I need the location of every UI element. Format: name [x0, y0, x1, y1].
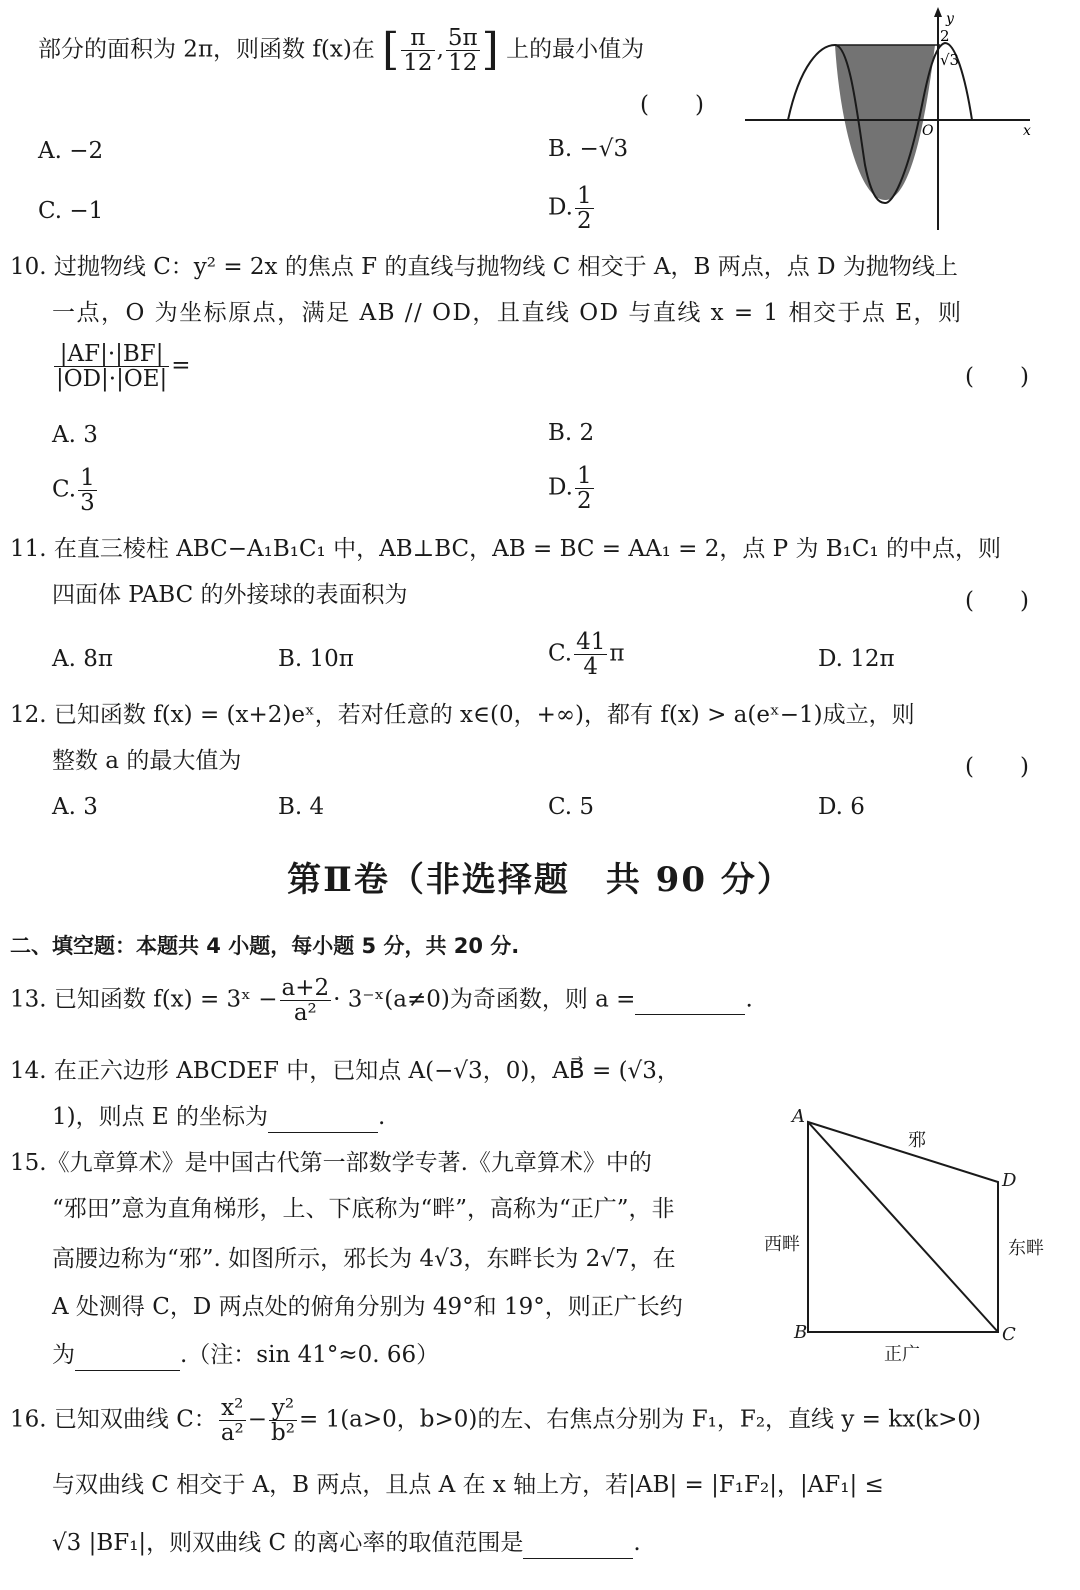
q9-sine-graph: [740, 5, 1040, 235]
q16-line1-rest: = 1(a>0，b>0)的左、右焦点分别为 F₁，F₂，直线 y = kx(k>0): [298, 1406, 981, 1433]
q13-answer-blank[interactable]: [635, 987, 745, 1016]
q16-fraction-x-den: a²: [220, 1420, 244, 1447]
q11-line1: 11. 在直三棱柱 ABC−A₁B₁C₁ 中，AB⊥BC，AB = BC = AA₁ = 2，点 P 为 B₁C₁ 的中点，则: [10, 536, 1002, 562]
q16-line3-prefix: √3 |BF₁|，则双曲线 C 的离心率的取值范围是: [52, 1530, 524, 1556]
q10-option-c: [52, 466, 99, 515]
q10-equals: =: [171, 352, 191, 379]
q12-option-b: B. 4: [278, 794, 325, 820]
q13-fraction-den: a²: [293, 1000, 317, 1027]
q16-prefix: 16. 已知双曲线 C：: [10, 1406, 217, 1433]
q10-option-c-den: 3: [80, 490, 95, 517]
q10-option-d-den: 2: [576, 488, 592, 515]
q10-answer-paren: ( ): [965, 364, 1029, 390]
q12-option-d: D. 6: [818, 794, 865, 820]
q16-answer-blank[interactable]: [523, 1530, 633, 1559]
q9-interval-left-den: 12: [403, 49, 433, 76]
q10-option-d-num: 1: [576, 463, 592, 489]
q13-fraction: [280, 976, 332, 1025]
q16-minus: −: [247, 1406, 268, 1433]
q12-line1: 12. 已知函数 f(x) = (x+2)eˣ，若对任意的 x∈(0，+∞)，都有 f(x) > a(eˣ−1)成立，则: [10, 702, 915, 728]
q10-option-b: B. 2: [548, 420, 595, 446]
q10-option-d-prefix: D.: [548, 474, 573, 501]
q11-line2: 四面体 PABC 的外接球的表面积为: [52, 582, 408, 608]
q9-option-b: B. −√3: [548, 136, 629, 162]
q15-line5-suffix: .（注：sin 41°≈0. 66）: [180, 1342, 440, 1368]
q12-option-a: A. 3: [52, 794, 98, 820]
q9-option-d-num: 1: [576, 183, 592, 209]
q15-label-zhengguang: 正广: [884, 1344, 920, 1365]
q16-line2: 与双曲线 C 相交于 A，B 两点，且点 A 在 x 轴上方，若|AB| = |F₁F₂|，|AF₁| ≤: [52, 1472, 884, 1498]
q11-answer-paren: ( ): [965, 588, 1029, 614]
q14-line1: 14. 在正六边形 ABCDEF 中，已知点 A(−√3，0)，AB⃗ = (√3，: [10, 1058, 680, 1084]
q9-option-a: A. −2: [38, 138, 104, 164]
q15-line5: [52, 1342, 439, 1371]
q9-y-arrow: [934, 7, 942, 17]
q14-line2: [52, 1104, 385, 1133]
q11-option-c: [548, 630, 625, 679]
q13-line: [10, 976, 753, 1025]
q10-line1: 10. 过抛物线 C：y² = 2x 的焦点 F 的直线与抛物线 C 相交于 A，B 两点，点 D 为抛物线上: [10, 254, 958, 280]
q9-origin-label: O: [922, 123, 934, 139]
q9-interval-left-num: π: [401, 26, 434, 51]
q11-option-c-num: 41: [576, 629, 606, 655]
q15-label-xie: 邪: [908, 1130, 926, 1151]
q10-option-d: [548, 464, 596, 513]
q9-intercept-label: √3: [940, 51, 960, 69]
q10-option-c-num: 1: [80, 465, 95, 491]
q11-option-d: D. 12π: [818, 646, 895, 672]
q10-option-c-prefix: C.: [52, 476, 77, 503]
q9-y-label: y: [946, 11, 954, 27]
q15-line3: 高腰边称为“邪”. 如图所示，邪长为 4√3，东畔长为 2√7，在: [52, 1246, 676, 1272]
q16-fraction-y: [269, 1396, 297, 1445]
q11-option-c-den: 4: [583, 654, 599, 681]
q10-option-c-frac: [78, 466, 97, 515]
q10-fraction-den: |OD|·|OE|: [56, 366, 168, 393]
q9-answer-paren: ( ): [640, 92, 704, 118]
q13-fraction-num: a+2: [281, 975, 330, 1001]
q15-label-d: D: [1002, 1170, 1017, 1191]
q10-line2: 一点，O 为坐标原点，满足 AB // OD，且直线 OD 与直线 x = 1 相交于点 E，则: [52, 300, 963, 326]
q15-answer-blank[interactable]: [75, 1342, 180, 1371]
q15-line5-prefix: 为: [52, 1342, 75, 1368]
q15-diagonal-ac: [808, 1122, 998, 1332]
q14-answer-blank[interactable]: [268, 1104, 378, 1133]
q12-line2: 整数 a 的最大值为: [52, 748, 242, 774]
q15-label-b: B: [794, 1322, 808, 1343]
q9-interval-right: [446, 26, 480, 75]
q11-option-c-prefix: C.: [548, 640, 573, 667]
q16-fraction-x: [219, 1396, 246, 1445]
q10-option-a: A. 3: [52, 422, 98, 448]
q9-x-label: x: [1023, 123, 1031, 139]
q15-label-c: C: [1002, 1324, 1016, 1345]
q9-line1: 部分的面积为 2π，则函数 f(x)在 [ $\frac{\pi}{12}$ , $\frac{5\pi}{12}$ ] 上的最小值为: [38, 24, 645, 76]
q16-end: .: [633, 1530, 641, 1556]
q14-end: .: [378, 1104, 386, 1130]
q11-option-c-frac: [574, 630, 607, 679]
q9-option-d-prefix: D.: [548, 194, 573, 221]
q13-end: .: [745, 986, 753, 1013]
q9-shaded-region: [835, 45, 935, 200]
q9-option-d: [548, 184, 596, 233]
q11-option-c-suffix: π: [609, 640, 625, 667]
q11-option-a: A. 8π: [52, 646, 113, 672]
q15-label-xipan: 西畔: [764, 1234, 800, 1255]
q9-option-d-frac: [575, 184, 594, 233]
q15-line1: 15.《九章算术》是中国古代第一部数学专著.《九章算术》中的: [10, 1150, 652, 1176]
q9-interval-left: [401, 26, 434, 75]
q15-label-a: A: [792, 1106, 805, 1127]
q12-answer-paren: ( ): [965, 754, 1029, 780]
q9-interval: [: [382, 24, 400, 75]
q16-fraction-y-num: y²: [269, 1396, 297, 1421]
q15-label-dongpan: 东畔: [1008, 1238, 1044, 1259]
q9-option-d-den: 2: [576, 208, 592, 235]
q13-prefix: 13. 已知函数 f(x) = 3ˣ −: [10, 986, 278, 1013]
q16-fraction-y-den: b²: [271, 1420, 295, 1447]
q16-line1: [10, 1396, 981, 1445]
q15-line4: A 处测得 C，D 两点处的俯角分别为 49°和 19°，则正广长约: [52, 1294, 683, 1320]
q13-suffix: · 3⁻ˣ(a≠0)为奇函数，则 a =: [333, 986, 636, 1013]
q10-fraction-expr: [52, 342, 191, 391]
q9-line1-text: 部分的面积为 2π，则函数 f(x)在: [38, 36, 375, 63]
q11-option-b: B. 10π: [278, 646, 354, 672]
q15-line2: “邪田”意为直角梯形，上、下底称为“畔”，高称为“正广”，非: [52, 1196, 675, 1222]
q9-interval-right-num: 5π: [447, 24, 478, 51]
q16-line3: [52, 1530, 641, 1559]
q9-line1-end: 上的最小值为: [506, 36, 645, 63]
q14-line2-text: 1)，则点 E 的坐标为: [52, 1104, 269, 1130]
q10-option-d-frac: [575, 464, 594, 513]
q16-fraction-x-num: x²: [219, 1396, 246, 1421]
q12-option-c: C. 5: [548, 794, 595, 820]
q9-interval-close: ]: [481, 24, 499, 75]
q9-interval-right-den: 12: [448, 49, 478, 76]
q10-fraction-num: |AF|·|BF|: [54, 342, 169, 367]
q9-option-c: C. −1: [38, 198, 104, 224]
q9-max-label: 2: [940, 27, 950, 45]
part2-title: 第Ⅱ卷（非选择题 共 90 分）: [287, 860, 793, 900]
q10-fraction: [54, 342, 169, 391]
section2-heading: 二、填空题：本题共 4 小题，每小题 5 分，共 20 分.: [10, 934, 520, 958]
